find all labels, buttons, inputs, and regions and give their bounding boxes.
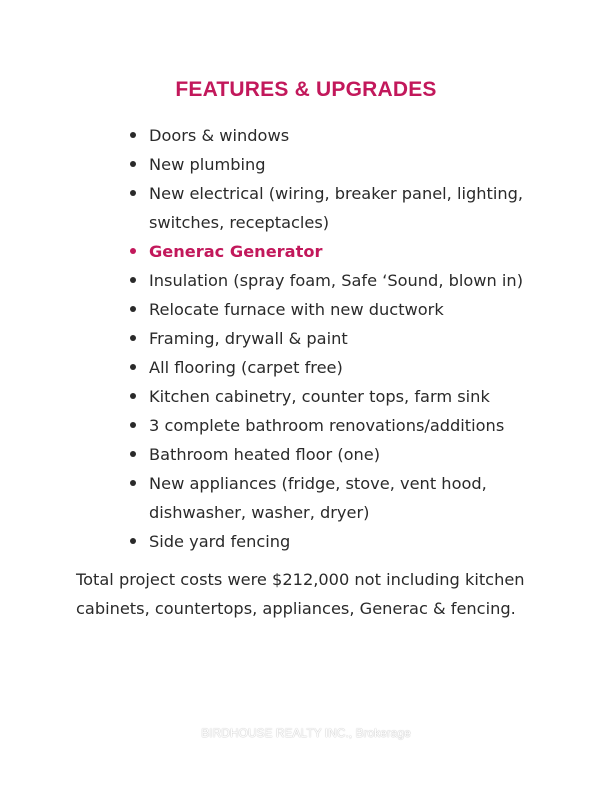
list-item	[128, 382, 523, 411]
bullet-icon	[130, 480, 136, 486]
bullet-icon	[130, 364, 136, 370]
list-item	[128, 266, 523, 295]
summary-line: cabinets, countertops, appliances, Generac & fencing.	[76, 599, 516, 618]
list-item	[128, 295, 523, 324]
list-item-text: Generac Generator	[149, 242, 323, 261]
list-item-text: 3 complete bathroom renovations/additions	[149, 416, 505, 435]
list-item	[128, 411, 523, 440]
bullet-icon	[130, 132, 136, 138]
list-item	[128, 440, 523, 469]
list-item-text: switches, receptacles)	[149, 213, 330, 232]
list-item-text: All flooring (carpet free)	[149, 358, 343, 377]
bullet-icon	[130, 538, 136, 544]
list-item	[128, 324, 523, 353]
brokerage-watermark: BIRDHOUSE REALTY INC., Brokerage	[201, 726, 411, 740]
list-item-highlighted	[128, 237, 523, 266]
list-item	[128, 469, 523, 527]
list-item-text: Side yard fencing	[149, 532, 291, 551]
list-item-text: New plumbing	[149, 155, 266, 174]
list-item	[128, 353, 523, 382]
list-item	[128, 527, 523, 556]
bullet-icon	[130, 190, 136, 196]
list-item	[128, 150, 523, 179]
bullet-icon	[130, 451, 136, 457]
list-item	[128, 179, 523, 237]
cost-summary	[76, 565, 576, 623]
list-item-text: Doors & windows	[149, 126, 290, 145]
bullet-icon	[130, 335, 136, 341]
bullet-icon	[130, 422, 136, 428]
bullet-icon	[130, 393, 136, 399]
page-title: FEATURES & UPGRADES	[175, 78, 437, 101]
list-item-text: Relocate furnace with new ductwork	[149, 300, 444, 319]
list-item-text: New electrical (wiring, breaker panel, lighting,	[149, 184, 524, 203]
summary-line: Total project costs were $212,000 not including kitchen	[76, 570, 525, 589]
bullet-icon	[130, 248, 136, 254]
list-item	[128, 121, 523, 150]
feature-list	[128, 121, 523, 556]
list-item-text: Insulation (spray foam, Safe ‘Sound, blown in)	[149, 271, 524, 290]
bullet-icon	[130, 306, 136, 312]
bullet-icon	[130, 277, 136, 283]
list-item-text: New appliances (fridge, stove, vent hood,	[149, 474, 487, 493]
bullet-icon	[130, 161, 136, 167]
list-item-text: Framing, drywall & paint	[149, 329, 348, 348]
list-item-text: dishwasher, washer, dryer)	[149, 503, 370, 522]
list-item-text: Kitchen cabinetry, counter tops, farm sink	[149, 387, 490, 406]
list-item-text: Bathroom heated floor (one)	[149, 445, 381, 464]
